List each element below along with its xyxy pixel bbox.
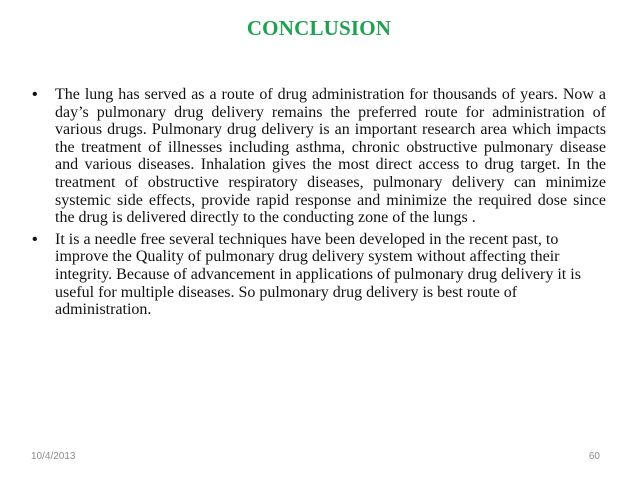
- bullet-list: [32, 86, 606, 319]
- footer-date: 10/4/2013: [31, 451, 76, 462]
- bullet-text: The lung has served as a route of drug administration for thousands of years. Now a day’s pulmonary drug delivery remains the preferred route for administration of various drugs. Pulmonary drug delivery is an important research area which impacts the treatment of illnesses including asthma, chronic obstructive pulmonary disease and various diseases. Inhalation gives the most direct access to drug target. In the treatment of obstructive respiratory diseases, pulmonary delivery can minimize systemic side effects, provide rapid response and minimize the required dose since the drug is delivered directly to the conducting zone of the lungs .: [55, 86, 606, 227]
- bullet-text: It is a needle free several techniques have been developed in the recent past, to improve the Quality of pulmonary drug delivery system without affecting their integrity. Because of advancement in applications of pulmonary drug delivery it is useful for multiple diseases. So pulmonary drug delivery is best route of administration.: [55, 230, 581, 319]
- bullet-dot-icon: •: [32, 230, 38, 248]
- footer-page-number: 60: [588, 451, 600, 462]
- bullet-item: [32, 86, 606, 227]
- bullet-dot-icon: •: [32, 86, 38, 103]
- slide-title: CONCLUSION: [246, 16, 392, 40]
- bullet-item: [32, 231, 606, 319]
